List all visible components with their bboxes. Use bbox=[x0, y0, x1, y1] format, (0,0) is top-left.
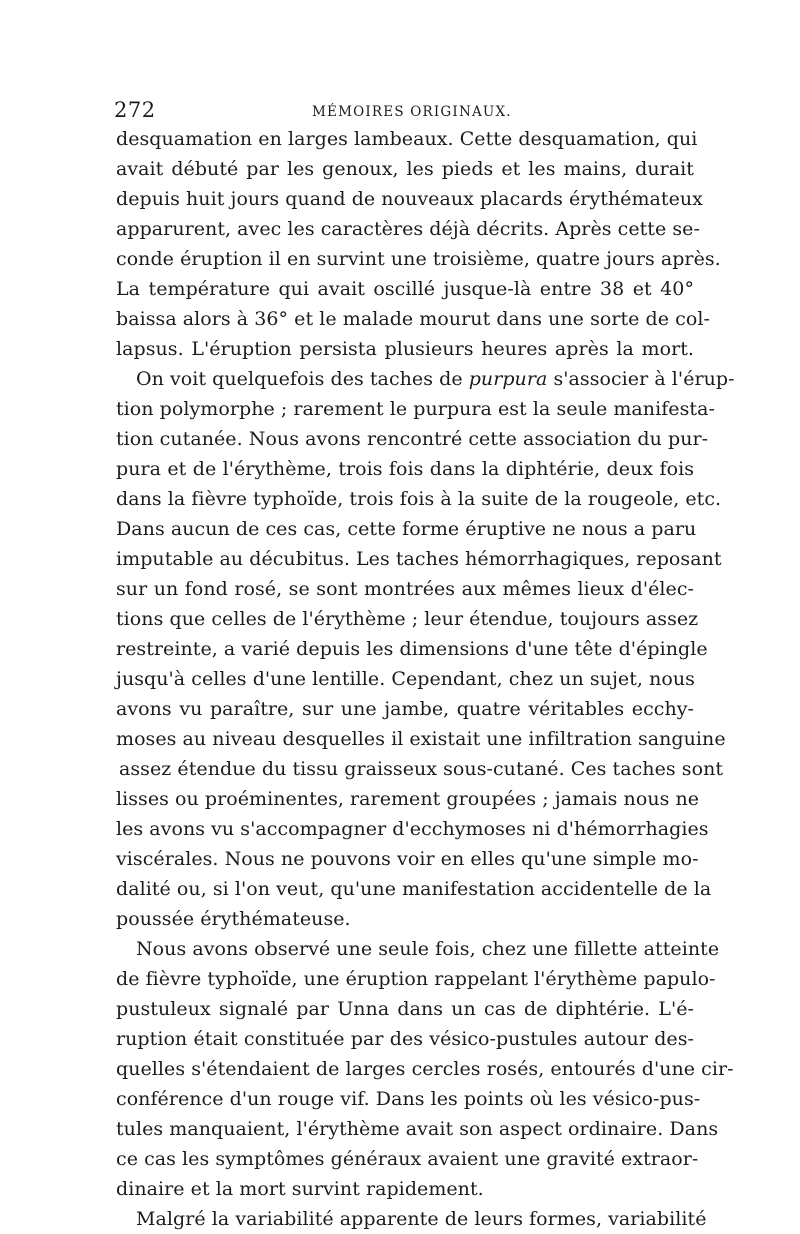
body-text bbox=[116, 124, 735, 1234]
text-line: baissa alors à 36° et le malade mourut dans une sorte de col- bbox=[116, 308, 710, 330]
text-line: tion cutanée. Nous avons rencontré cette association du pur- bbox=[116, 428, 709, 450]
text-segment: s'associer à l'érup- bbox=[547, 368, 735, 390]
text-line: moses au niveau desquelles il existait une infiltration sanguine bbox=[116, 728, 726, 750]
text-line: dinaire et la mort survint rapidement. bbox=[116, 1178, 484, 1200]
text-line: les avons vu s'accompagner d'ecchymoses ni d'hémorrhagies bbox=[116, 818, 709, 840]
text-line: pustuleux signalé par Unna dans un cas de diphtérie. L'é- bbox=[116, 998, 694, 1020]
text-line: avons vu paraître, sur une jambe, quatre véritables ecchy- bbox=[116, 698, 694, 720]
text-line: conférence d'un rouge vif. Dans les points où les vésico-pus- bbox=[116, 1088, 701, 1110]
text-line: dans la fièvre typhoïde, trois fois à la suite de la rougeole, etc. bbox=[116, 488, 722, 510]
text-line: lapsus. L'éruption persista plusieurs heures après la mort. bbox=[116, 338, 694, 360]
text-line: imputable au décubitus. Les taches hémorrhagiques, reposant bbox=[116, 548, 722, 570]
text-line: tion polymorphe ; rarement le purpura est la seule manifesta- bbox=[116, 398, 715, 420]
text-line: lisses ou proéminentes, rarement groupées ; jamais nous ne bbox=[116, 788, 700, 810]
text-segment: On voit quelquefois des taches de bbox=[136, 368, 469, 390]
text-line: tules manquaient, l'érythème avait son aspect ordinaire. Dans bbox=[116, 1118, 719, 1140]
text-line: La température qui avait oscillé jusque-là entre 38 et 40° bbox=[116, 278, 694, 300]
text-line: desquamation en larges lambeaux. Cette desquamation, qui bbox=[116, 128, 698, 150]
text-line: Dans aucun de ces cas, cette forme éruptive ne nous a paru bbox=[116, 518, 697, 540]
page-header bbox=[114, 98, 696, 120]
text-line: depuis huit jours quand de nouveaux placards érythémateux bbox=[116, 188, 703, 210]
text-line: pura et de l'érythème, trois fois dans la diphtérie, deux fois bbox=[116, 458, 694, 480]
text-line: quelles s'étendaient de larges cercles rosés, entourés d'une cir- bbox=[116, 1058, 734, 1080]
text-line: restreinte, a varié depuis les dimensions d'une tête d'épingle bbox=[116, 638, 708, 660]
text-line: tions que celles de l'érythème ; leur étendue, toujours assez bbox=[116, 608, 699, 630]
text-line: dalité ou, si l'on veut, qu'une manifestation accidentelle de la bbox=[116, 878, 712, 900]
page-number: 272 bbox=[114, 98, 156, 122]
text-line: de fièvre typhoïde, une éruption rappelant l'érythème papulo- bbox=[116, 968, 716, 990]
text-line: ce cas les symptômes généraux avaient une gravité extraor- bbox=[116, 1148, 699, 1170]
text-line: sur un fond rosé, se sont montrées aux mêmes lieux d'élec- bbox=[116, 578, 694, 600]
text-line: conde éruption il en survint une troisième, quatre jours après. bbox=[116, 248, 721, 270]
italic-term: purpura bbox=[468, 368, 548, 390]
text-line: assez étendue du tissu graisseux sous-cutané. Ces taches sont bbox=[119, 758, 724, 780]
text-line: ruption était constituée par des vésico-pustules autour des- bbox=[116, 1028, 694, 1050]
text-line: apparurent, avec les caractères déjà décrits. Après cette se- bbox=[116, 218, 700, 240]
text-line: avait débuté par les genoux, les pieds et les mains, durait bbox=[116, 158, 694, 180]
running-head: MÉMOIRES ORIGINAUX. bbox=[312, 104, 512, 120]
text-line: jusqu'à celles d'une lentille. Cependant, chez un sujet, nous bbox=[116, 668, 695, 690]
paragraph-start-line: Nous avons observé une seule fois, chez une fillette atteinte bbox=[136, 938, 720, 960]
paragraph-start-line bbox=[116, 364, 735, 394]
paragraph-start-line: Malgré la variabilité apparente de leurs formes, variabilité bbox=[136, 1208, 707, 1230]
text-line: viscérales. Nous ne pouvons voir en elles qu'une simple mo- bbox=[116, 848, 699, 870]
text-line: poussée érythémateuse. bbox=[116, 908, 351, 930]
